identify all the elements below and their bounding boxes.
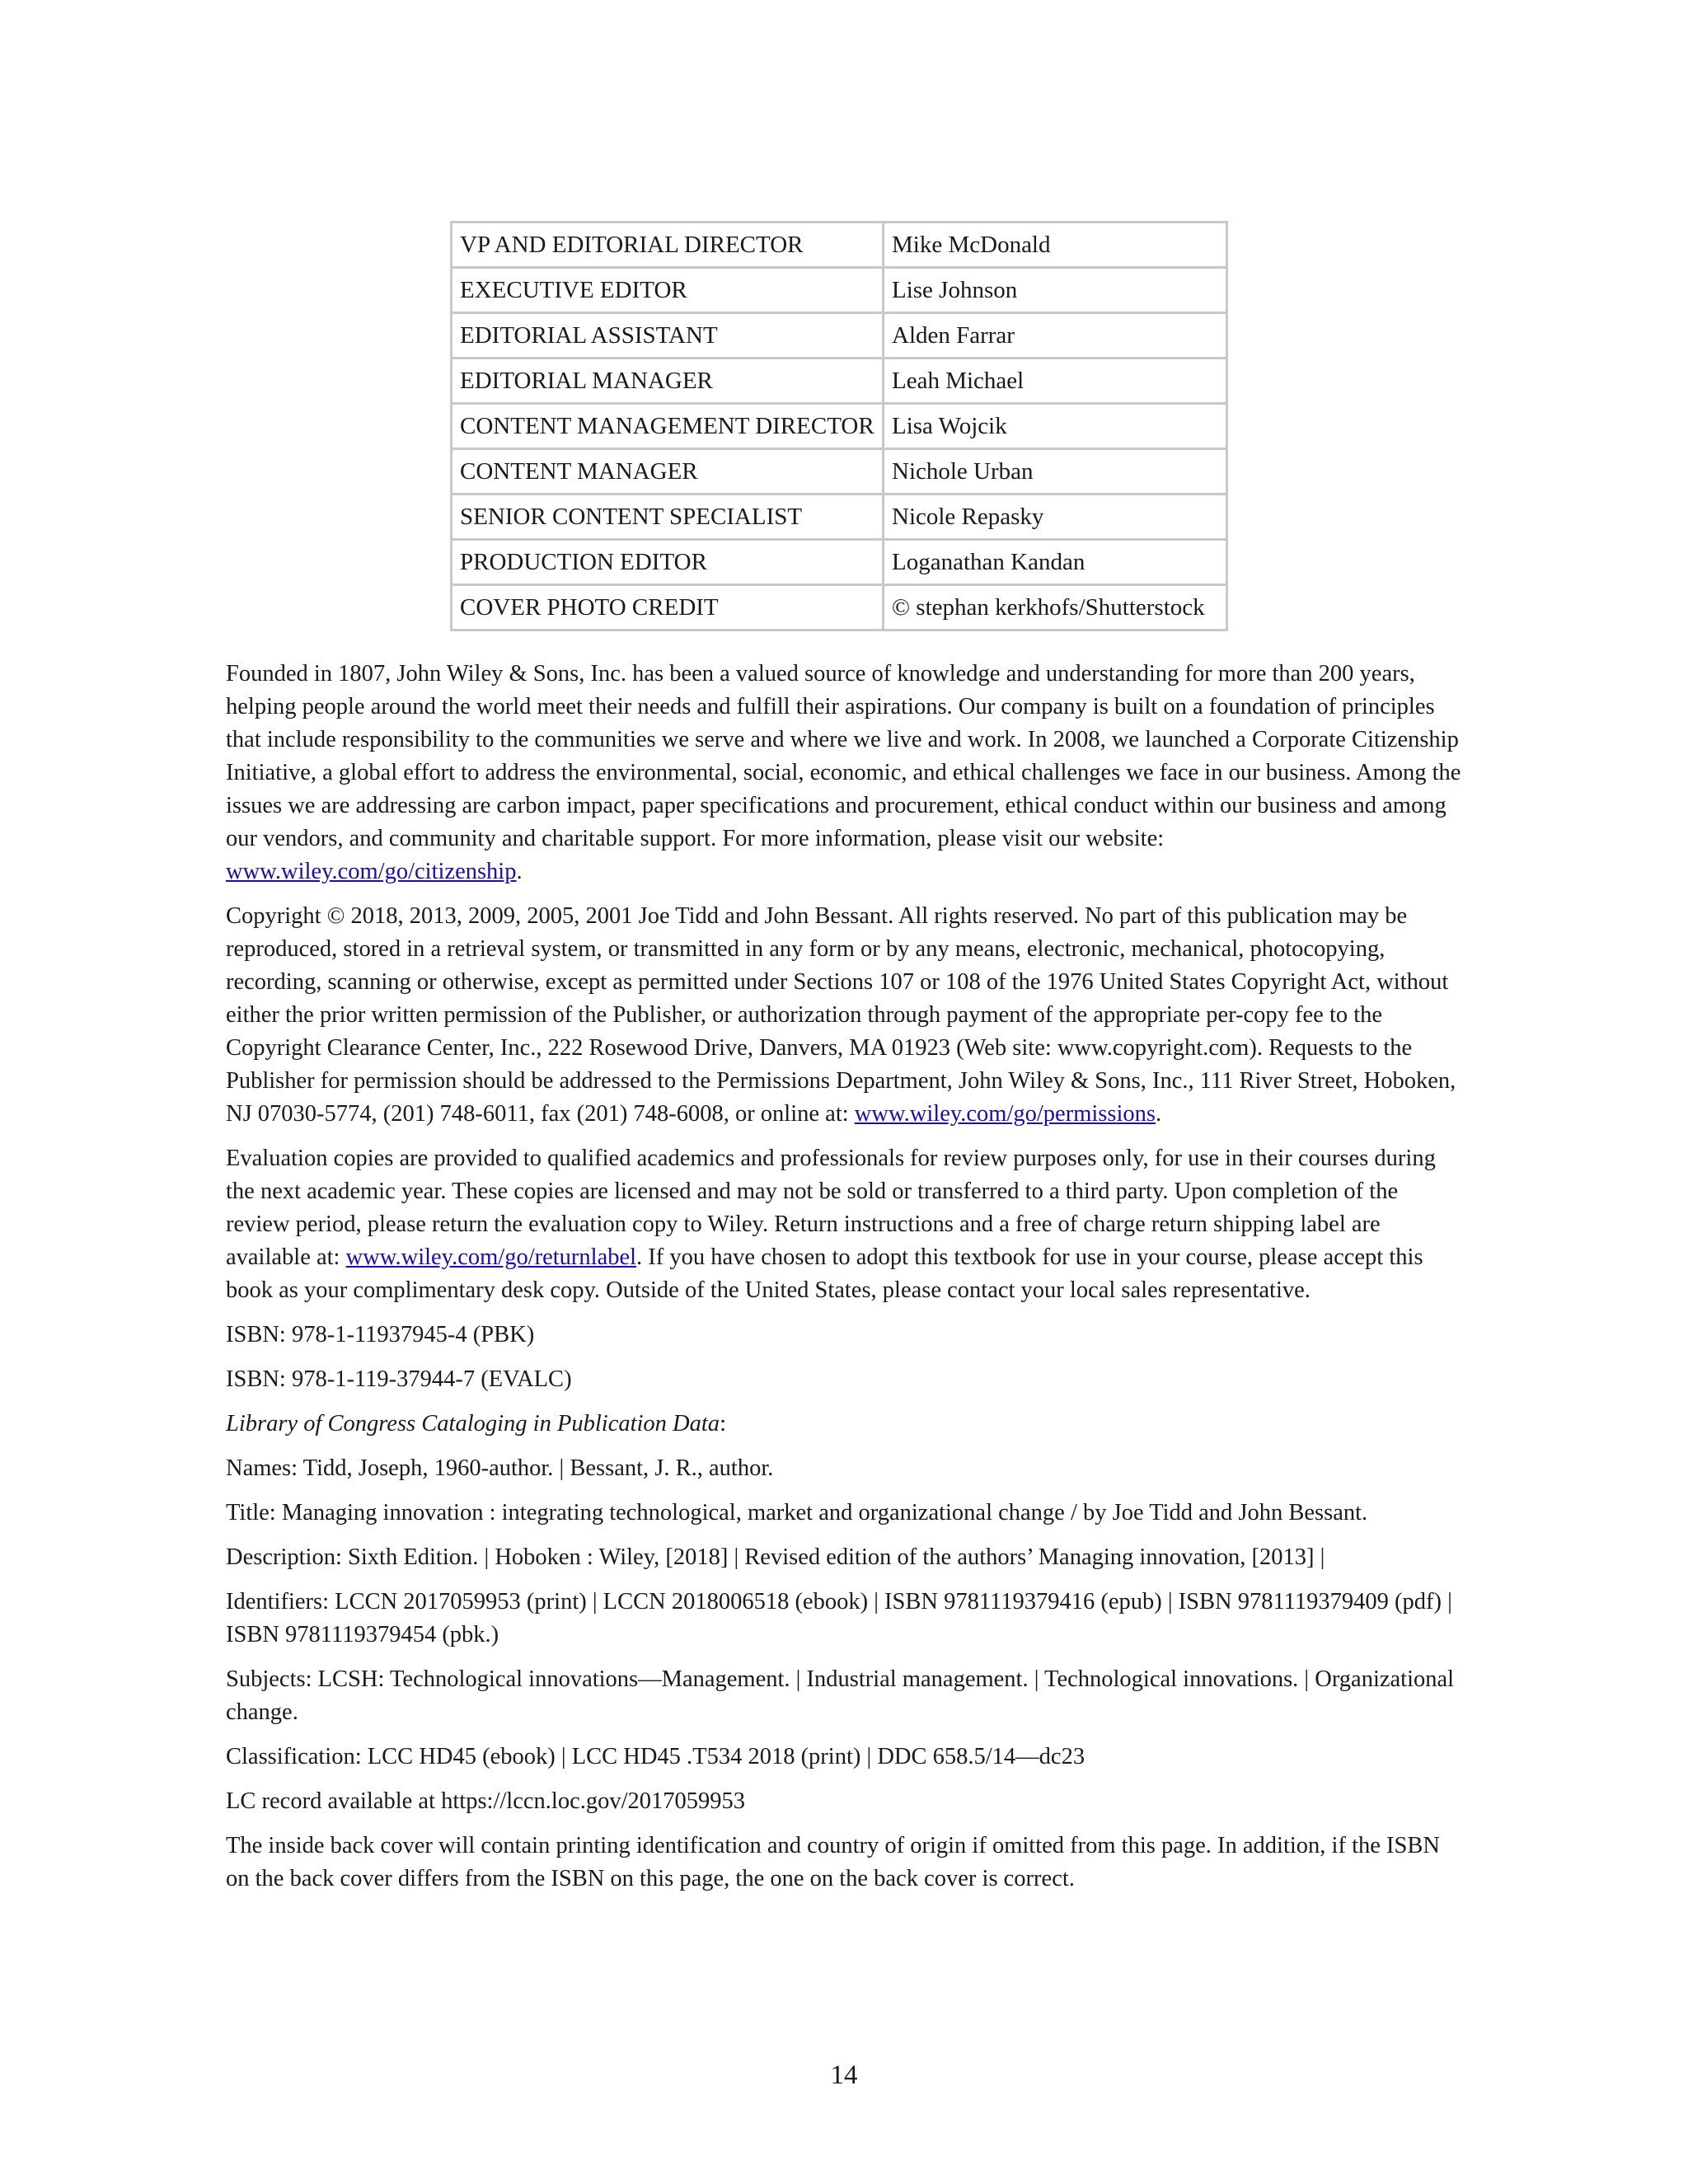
cip-classification: Classification: LCC HD45 (ebook) | LCC HD45 .T534 2018 (print) | DDC 658.5/14—dc23 xyxy=(226,1744,1085,1769)
credit-name: Nichole Urban xyxy=(884,449,1227,494)
credit-role: PRODUCTION EDITOR xyxy=(452,540,884,585)
copyright-paragraph xyxy=(226,900,1462,1131)
evaluation-text: Evaluation copies are provided to qualified academics and professionals for review purposes only, for use in their courses during the next academic year. These copies are licensed and may not be sold or transferred to a third party. Upon completion of the review period, please return the evaluation copy to Wiley. Return instructions and a free of charge return shipping label are available at: xyxy=(226,1146,1436,1270)
citizenship-link[interactable]: www.wiley.com/go/citizenship xyxy=(226,859,517,884)
credit-role: VP AND EDITORIAL DIRECTOR xyxy=(452,223,884,268)
cip-heading-line xyxy=(226,1408,1462,1441)
founded-text: Founded in 1807, John Wiley & Sons, Inc. has been a valued source of knowledge and understanding for more than 200 years, helping people around the world meet their needs and fulfill their aspirations. Our company is built on a foundation of principles that include responsibility to the communities we serve and where we live and work. In 2008, we launched a Corporate Citizenship Initiative, a global effort to address the environmental, social, economic, and ethical challenges we face in our business. Among the issues we are addressing are carbon impact, paper specifications and procurement, ethical conduct within our business and among our vendors, and community and charitable support. For more information, please visit our website: xyxy=(226,661,1461,851)
evaluation-text-end: . If you have chosen to adopt this textbook for use in your course, please accept this book as your complimentary desk copy. Outside of the United States, please contact your local sales representative. xyxy=(226,1244,1423,1303)
copyright-period: . xyxy=(1155,1101,1162,1127)
credit-name: © stephan kerkhofs/Shutterstock xyxy=(884,585,1227,630)
credits-row xyxy=(452,313,1227,359)
credit-name: Loganathan Kandan xyxy=(884,540,1227,585)
founded-period: . xyxy=(516,859,523,884)
credits-row xyxy=(452,585,1227,630)
isbn-evalc: ISBN: 978-1-119-37944-7 (EVALC) xyxy=(226,1366,572,1392)
credit-name: Leah Michael xyxy=(884,359,1227,404)
credit-role: EDITORIAL ASSISTANT xyxy=(452,313,884,359)
page-number: 14 xyxy=(830,2060,858,2090)
cip-subjects: Subjects: LCSH: Technological innovations—Management. | Industrial management. | Technological innovations. | Organizational change. xyxy=(226,1666,1455,1725)
credit-role: SENIOR CONTENT SPECIALIST xyxy=(452,494,884,540)
lc-record: LC record available at https://lccn.loc.gov/2017059953 xyxy=(226,1788,746,1814)
credit-name: Lise Johnson xyxy=(884,268,1227,313)
credit-role: EXECUTIVE EDITOR xyxy=(452,268,884,313)
cip-heading-colon: : xyxy=(720,1411,726,1436)
credit-name: Lisa Wojcik xyxy=(884,404,1227,449)
credits-row xyxy=(452,223,1227,268)
copyright-page-body xyxy=(226,658,1462,1907)
credits-row xyxy=(452,268,1227,313)
cip-description: Description: Sixth Edition. | Hoboken : Wiley, [2018] | Revised edition of the authors’ Managing innovation, [2013] | xyxy=(226,1544,1325,1570)
credits-row xyxy=(452,540,1227,585)
cip-names: Names: Tidd, Joseph, 1960-author. | Bessant, J. R., author. xyxy=(226,1455,774,1481)
credit-role: COVER PHOTO CREDIT xyxy=(452,585,884,630)
credit-role: EDITORIAL MANAGER xyxy=(452,359,884,404)
credits-row xyxy=(452,404,1227,449)
copyright-text: Copyright © 2018, 2013, 2009, 2005, 2001 Joe Tidd and John Bessant. All rights reserved. No part of this publication may be reproduced, stored in a retrieval system, or transmitted in any form or by any means, electronic, mechanical, photocopying, recording, scanning or otherwise, except as permitted under Sections 107 or 108 of the 1976 United States Copyright Act, without either the prior written permission of the Publisher, or authorization through payment of the appropriate per-copy fee to the Copyright Clearance Center, Inc., 222 Rosewood Drive, Danvers, MA 01923 (Web site: www.copyright.com). Requests to the Publisher for permission should be addressed to the Permissions Department, John Wiley & Sons, Inc., 111 River Street, Hoboken, NJ 07030-5774, (201) 748-6011, fax (201) 748-6008, or online at: xyxy=(226,903,1456,1127)
returnlabel-link[interactable]: www.wiley.com/go/returnlabel xyxy=(345,1244,637,1270)
credits-row xyxy=(452,359,1227,404)
cip-title: Title: Managing innovation : integrating technological, market and organizational change / by Joe Tidd and John Bessant. xyxy=(226,1500,1368,1526)
evaluation-paragraph xyxy=(226,1142,1462,1307)
permissions-link[interactable]: www.wiley.com/go/permissions xyxy=(854,1101,1156,1127)
credit-name: Nicole Repasky xyxy=(884,494,1227,540)
founded-paragraph xyxy=(226,658,1462,888)
inside-back-cover-note: The inside back cover will contain printing identification and country of origin if omitted from this page. In addition, if the ISBN on the back cover differs from the ISBN on this page, the one on the back cover is correct. xyxy=(226,1833,1440,1891)
cip-heading: Library of Congress Cataloging in Publication Data xyxy=(226,1411,720,1436)
credit-name: Alden Farrar xyxy=(884,313,1227,359)
credit-role: CONTENT MANAGEMENT DIRECTOR xyxy=(452,404,884,449)
credit-role: CONTENT MANAGER xyxy=(452,449,884,494)
credits-table xyxy=(450,221,1228,631)
credit-name: Mike McDonald xyxy=(884,223,1227,268)
isbn-pbk: ISBN: 978-1-11937945-4 (PBK) xyxy=(226,1322,535,1347)
credits-row xyxy=(452,494,1227,540)
credits-row xyxy=(452,449,1227,494)
cip-identifiers: Identifiers: LCCN 2017059953 (print) | LCCN 2018006518 (ebook) | ISBN 9781119379416 (epub) | ISBN 9781119379409 (pdf) | ISBN 9781119379454 (pbk.) xyxy=(226,1589,1452,1647)
